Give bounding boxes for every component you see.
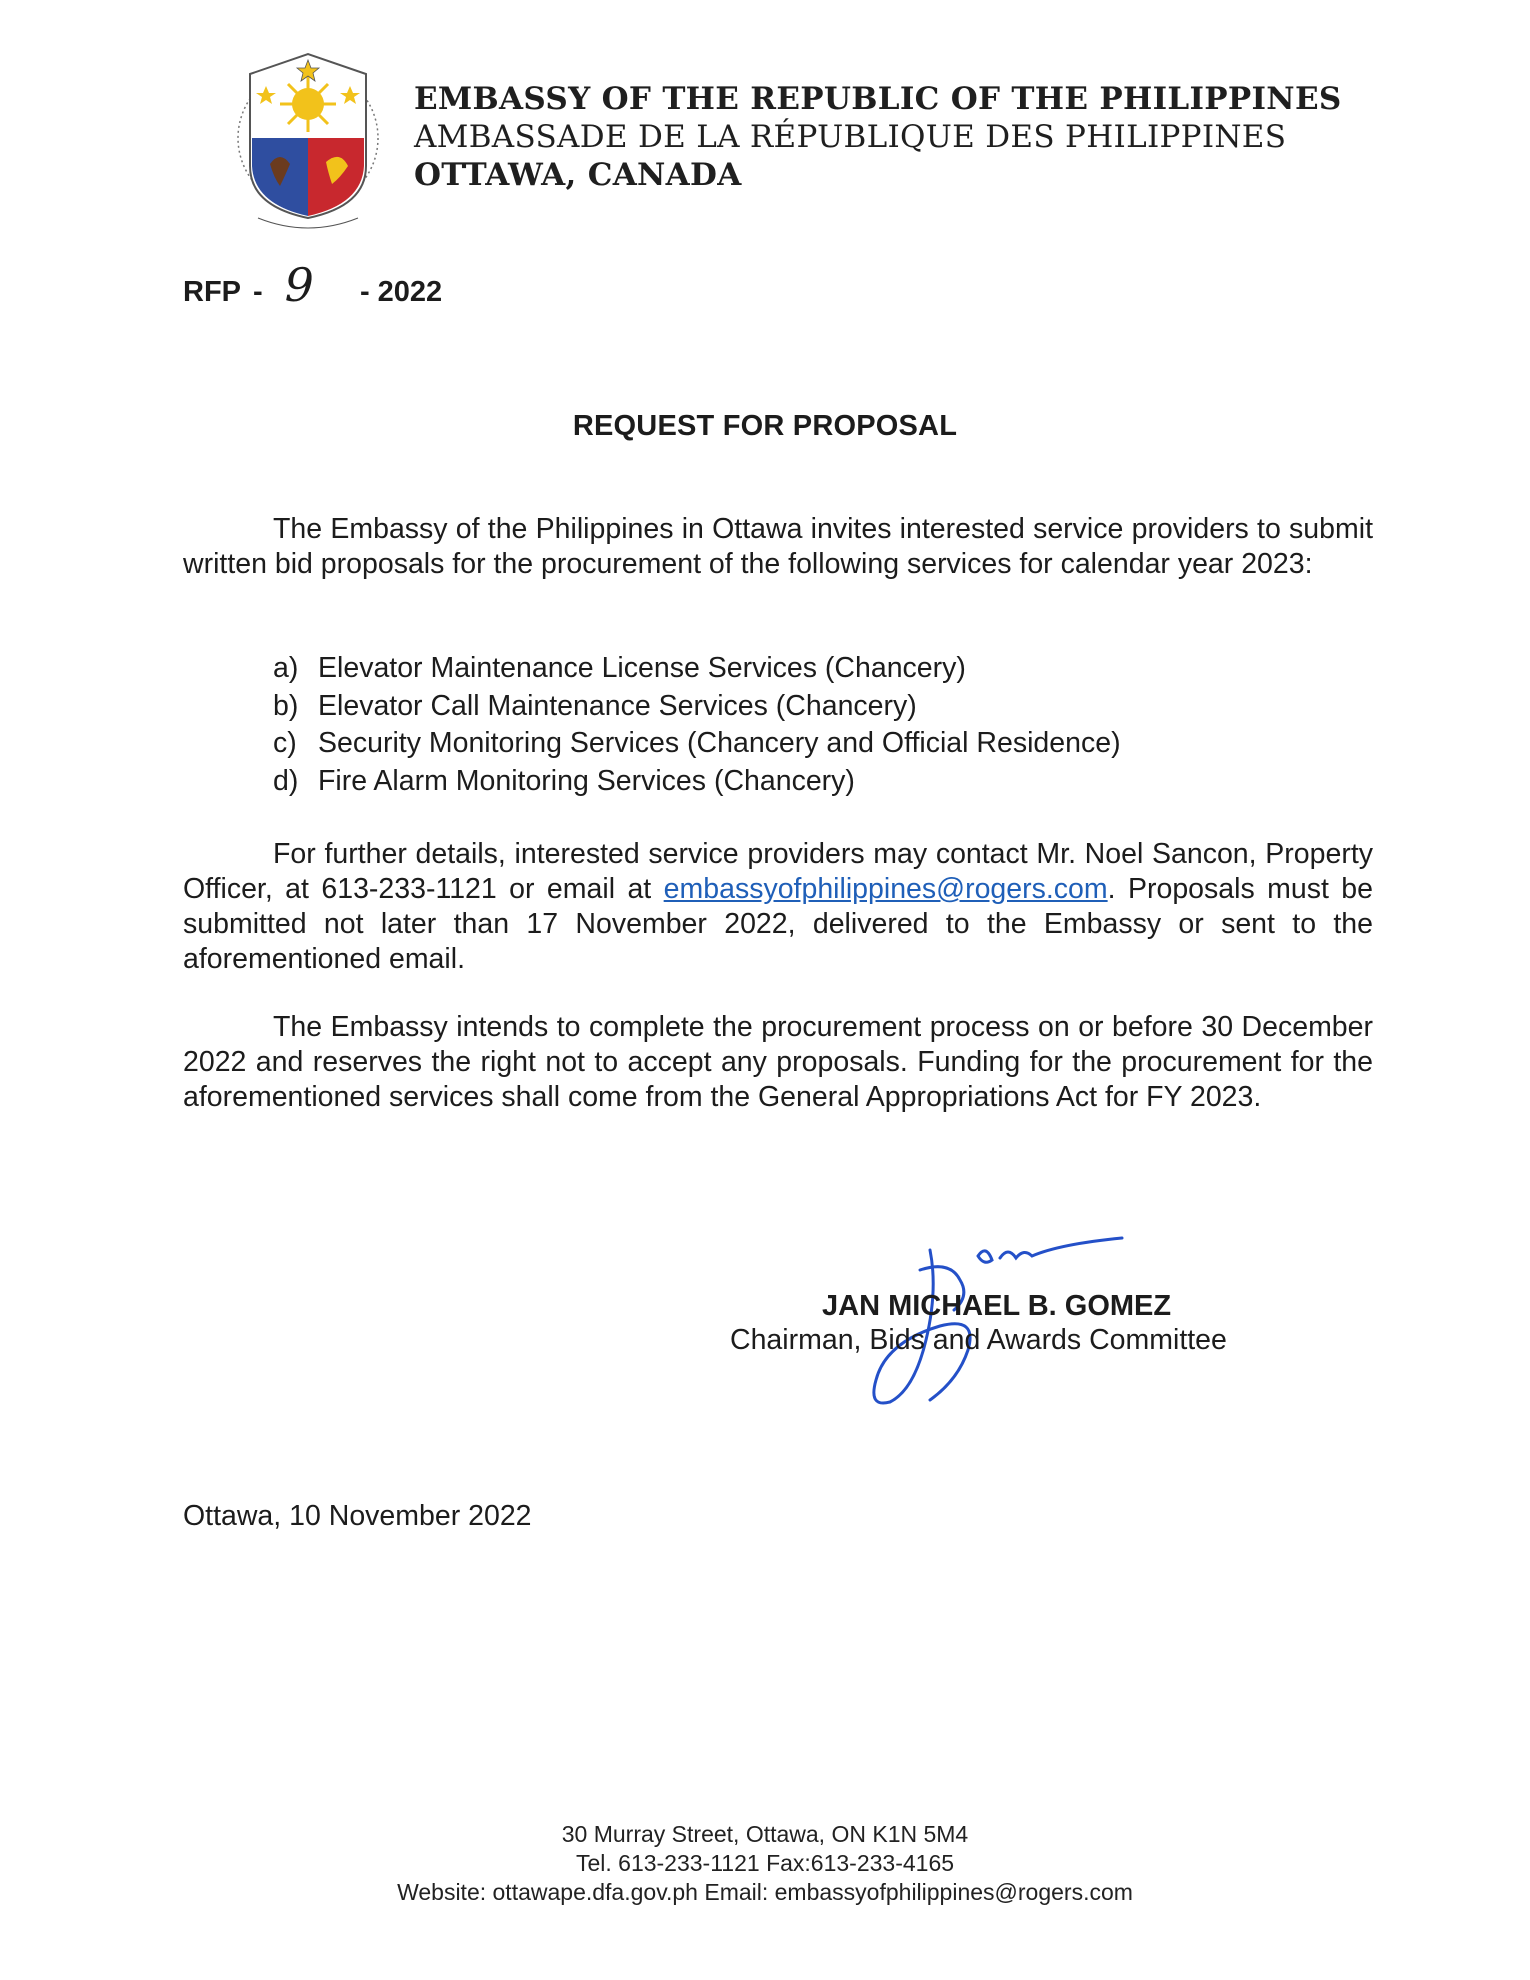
list-item — [273, 763, 1121, 801]
footer-address: 30 Murray Street, Ottawa, ON K1N 5M4 — [561, 1821, 969, 1847]
intro-paragraph — [183, 512, 1373, 582]
list-marker: b) — [273, 689, 299, 722]
document-title: REQUEST FOR PROPOSAL — [572, 410, 958, 442]
list-marker: a) — [273, 652, 299, 684]
list-marker: d) — [273, 764, 299, 797]
rfp-dash-1: - — [253, 276, 263, 308]
list-item — [273, 725, 1121, 763]
list-item — [273, 650, 1121, 688]
list-text: Fire Alarm Monitoring Services (Chancery) — [318, 764, 855, 797]
rfp-number — [183, 258, 442, 312]
letterhead-location: OTTAWA, CANADA — [414, 157, 742, 193]
services-list — [273, 650, 1121, 800]
rfp-year: 2022 — [377, 276, 443, 308]
rfp-prefix: RFP — [183, 276, 241, 308]
letterhead — [414, 80, 1342, 194]
rfp-handwritten-number: 9 — [284, 258, 314, 312]
list-item — [273, 688, 1121, 726]
letterhead-french: AMBASSADE DE LA RÉPUBLIQUE DES PHILIPPINES — [414, 119, 1287, 155]
list-text: Elevator Maintenance License Services (Chancery) — [318, 652, 966, 684]
philippine-seal-icon — [228, 46, 388, 236]
footer-phone: Tel. 613-233-1121 Fax:613-233-4165 — [575, 1850, 955, 1876]
funding-paragraph — [183, 1010, 1373, 1115]
funding-text: The Embassy intends to complete the procurement process on or before 30 December 2022 and reserves the right not to accept any proposals. Funding for the procurement for the aforementioned services shall come from the General Appropriations Act for FY 2023. — [183, 1011, 1373, 1113]
letterhead-english: EMBASSY OF THE REPUBLIC OF THE PHILIPPINES — [414, 81, 1342, 117]
intro-text: The Embassy of the Philippines in Ottawa invites interested service providers to submit written bid proposals for the procurement of the following services for calendar year 2023: — [183, 513, 1373, 580]
contact-text-after: . Proposals must be submitted not later than 17 November 2022, delivered to the Embassy or sent to the aforementioned email. — [183, 873, 1374, 975]
signatory-title: Chairman, Bids and Awards Committee — [730, 1324, 1227, 1356]
contact-paragraph — [183, 837, 1373, 977]
email-link[interactable]: embassyofphilippines@rogers.com — [663, 873, 1108, 905]
footer — [0, 1820, 1530, 1907]
list-text: Security Monitoring Services (Chancery and Official Residence) — [318, 727, 1121, 759]
footer-web: Website: ottawape.dfa.gov.ph Email: embassyofphilippines@rogers.com — [397, 1879, 1133, 1905]
contact-text-before: For further details, interested service providers may contact Mr. Noel Sancon, Property Officer, at 613-233-1121 or email at — [183, 838, 1373, 905]
date-line: Ottawa, 10 November 2022 — [183, 1500, 532, 1532]
list-marker: c) — [273, 727, 297, 759]
rfp-dash-2: - — [359, 276, 370, 308]
signatory-name: JAN MICHAEL B. GOMEZ — [822, 1290, 1172, 1322]
list-text: Elevator Call Maintenance Services (Chancery) — [318, 689, 917, 722]
